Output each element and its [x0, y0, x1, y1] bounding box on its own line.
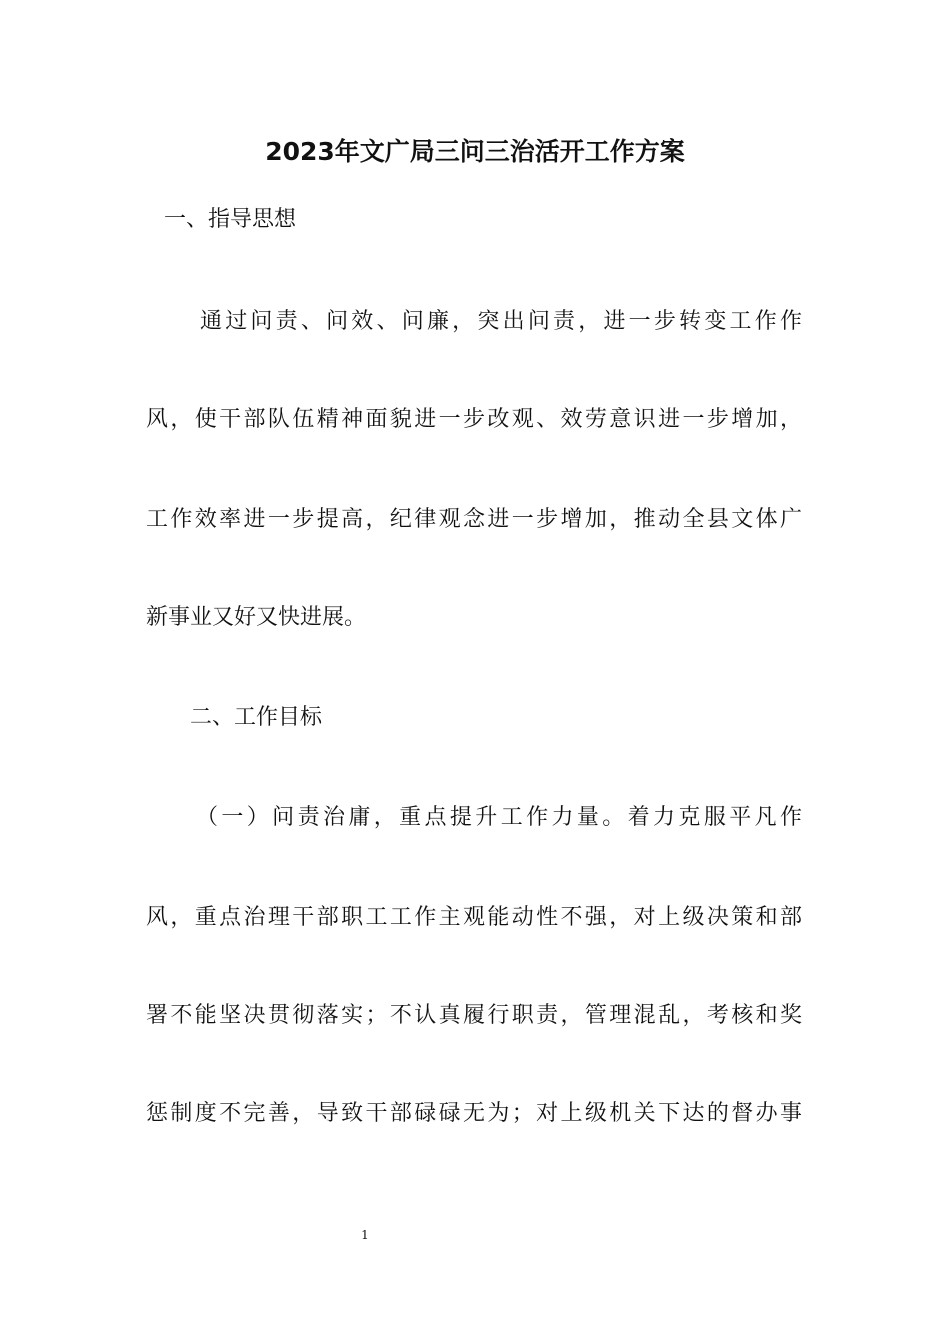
paragraph-line: 署不能坚决贯彻落实；不认真履行职责，管理混乱，考核和奖 [146, 1003, 802, 1028]
paragraph-line: 工作效率进一步提高，纪律观念进一步增加，推动全县文体广 [146, 507, 802, 532]
section-heading-guiding-thought: 一、指导思想 [164, 207, 297, 232]
section-heading-work-goals: 二、工作目标 [190, 705, 323, 730]
paragraph-line: 风，重点治理干部职工工作主观能动性不强，对上级决策和部 [146, 905, 802, 930]
paragraph-line: （一）问责治庸，重点提升工作力量。着力克服平凡作 [196, 805, 802, 830]
paragraph-line: 风，使干部队伍精神面貌进一步改观、效劳意识进一步增加， [146, 407, 802, 432]
paragraph-line: 惩制度不完善，导致干部碌碌无为；对上级机关下达的督办事 [146, 1101, 802, 1126]
page-number: 1 [361, 1228, 369, 1242]
paragraph-line: 新事业又好又快进展。 [146, 605, 367, 630]
paragraph-line: 通过问责、问效、问廉，突出问责，进一步转变工作作 [200, 309, 802, 334]
document-title: 2023年文广局三问三治活开工作方案 [265, 137, 685, 166]
